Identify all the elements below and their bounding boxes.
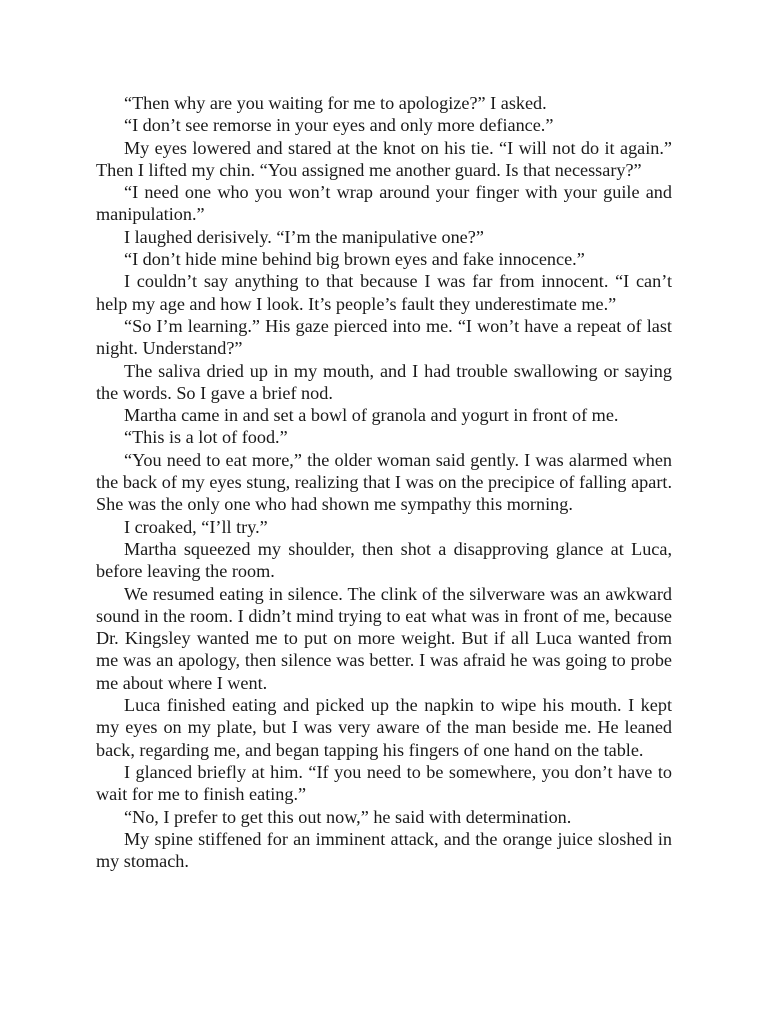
- paragraph: My eyes lowered and stared at the knot on his tie. “I will not do it again.” Then I lifted my chin. “You assigned me another guard. Is that necessary?”: [96, 137, 672, 180]
- paragraph: I glanced briefly at him. “If you need to be somewhere, you don’t have to wait for me to finish eating.”: [96, 761, 672, 805]
- paragraph: Luca finished eating and picked up the napkin to wipe his mouth. I kept my eyes on my plate, but I was very aware of the man beside me. He leaned back, regarding me, and began tapping his fingers of one hand on the table.: [96, 695, 672, 760]
- paragraph: I couldn’t say anything to that because I was far from innocent. “I can’t help my age and how I look. It’s people’s fault they underestimate me.”: [96, 271, 672, 314]
- paragraph: “I need one who you won’t wrap around your finger with your guile and manipulation.”: [96, 182, 672, 225]
- paragraph: We resumed eating in silence. The clink of the silverware was an awkward sound in the room. I didn’t mind trying to eat what was in front of me, because Dr. Kingsley wanted me to put on more weight. But if all Luca wanted from me was an apology, then silence was better. I was afraid he was going to probe me about where I went.: [96, 583, 672, 693]
- paragraph: My spine stiffened for an imminent attack, and the orange juice sloshed in my stomach.: [96, 828, 672, 872]
- paragraph: Martha squeezed my shoulder, then shot a disapproving glance at Luca, before leaving the room.: [96, 538, 672, 582]
- paragraph: “Then why are you waiting for me to apologize?” I asked.: [124, 93, 547, 113]
- paragraph: The saliva dried up in my mouth, and I had trouble swallowing or saying the words. So I gave a brief nod.: [96, 360, 672, 403]
- paragraph: “So I’m learning.” His gaze pierced into me. “I won’t have a repeat of last night. Understand?”: [96, 315, 672, 359]
- paragraph: “This is a lot of food.”: [124, 427, 288, 448]
- paragraph: “No, I prefer to get this out now,” he said with determination.: [124, 806, 572, 827]
- book-page-text: [96, 92, 672, 872]
- paragraph: Martha came in and set a bowl of granola and yogurt in front of me.: [124, 405, 619, 426]
- paragraph: I laughed derisively. “I’m the manipulative one?”: [124, 226, 484, 247]
- paragraph: “I don’t see remorse in your eyes and only more defiance.”: [124, 115, 554, 136]
- paragraph: “You need to eat more,” the older woman said gently. I was alarmed when the back of my eyes stung, realizing that I was on the precipice of falling apart. She was the only one who had shown me sympathy this morning.: [96, 449, 672, 515]
- paragraph: I croaked, “I’ll try.”: [124, 516, 268, 537]
- paragraph: “I don’t hide mine behind big brown eyes and fake innocence.”: [124, 249, 585, 270]
